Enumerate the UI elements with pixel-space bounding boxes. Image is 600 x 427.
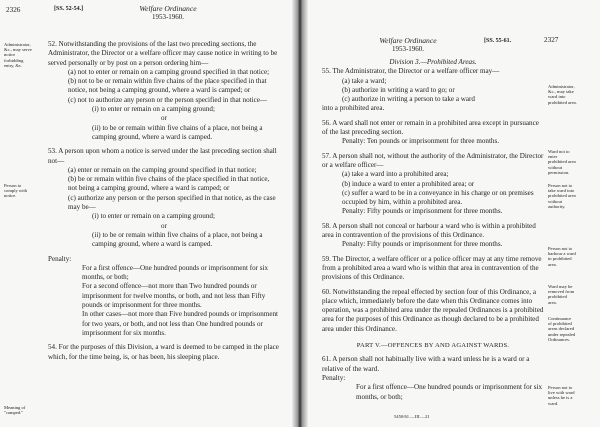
left-page-number: 2326: [6, 6, 21, 14]
left-section-ref: [SS. 52-54.]: [54, 6, 84, 12]
s55-b: (b) authorize in writing a ward to go; or: [342, 85, 455, 94]
s52-b: (b) not to be or remain within five chains of the place specified in that notice, not being a camping ground, where a ward is camped; or: [68, 77, 267, 95]
s53-c-ii: (ii) to be or remain within five chains of a place, not being a camping ground, where a ward is camped.: [92, 230, 263, 249]
s53-c: (c) authorize any person or the person specified in that notice, as the case may be—: [68, 193, 276, 212]
margin-note-54: Meaning of "camped.": [4, 405, 26, 416]
s52-c: (c) not to authorize any person or the person specified in that notice—: [68, 95, 267, 104]
s52-or: or: [161, 114, 167, 123]
s57-b: (b) induce a ward to enter a prohibited area; or: [342, 179, 475, 188]
s55-intro: 55. The Administrator, the Director or a welfare officer may—: [322, 67, 500, 76]
s52-c-i: (i) to enter or remain on a camping ground;: [92, 105, 215, 114]
s53-intro: 53. A person upon whom a notice is served under the last preceding section shall not—: [48, 147, 277, 165]
margin-note-53: Person to comply with notice.: [4, 183, 28, 199]
left-running-years: 1953-1960.: [151, 13, 185, 21]
s58-penalty: Penalty: Fifty pounds or imprisonment for three months.: [342, 240, 503, 249]
s58-text: 58. A person shall not conceal or harbour a ward who is within a prohibited area in contravention of the provisions of this Ordinance.: [322, 221, 536, 240]
s53-b: (b) be or remain within five chains of the place specified in that notice, not being a camping ground, where a ward is camped; or: [68, 175, 270, 193]
left-running-title: Welfare Ordinance: [139, 4, 197, 13]
s52-c-ii: (ii) to be or remain within five chains of a place, not being a camping ground, where a ward is camped.: [92, 123, 263, 141]
s61-penalty-1: For a first offence—One hundred pounds or imprisonment for six months, or both;: [356, 383, 543, 401]
s53-penalty-1: For a first offence—One hundred pounds or imprisonment for six months, or both;: [82, 263, 269, 282]
margin-note-60: Continuance of prohibited areas declared under repealed Ordinances.: [548, 316, 576, 342]
margin-note-59: Ward may be removed from prohibited area.: [548, 284, 575, 305]
s56-penalty: Penalty: Ten pounds or imprisonment for three months.: [342, 137, 499, 146]
right-body-text: [322, 58, 544, 402]
s52-intro: 52. Notwithstanding the provisions of the last two preceding sections, the Administrator, the Director or a welfare officer may cause notice in writing to be served personally or by post on a person ordering him—: [48, 40, 278, 67]
s54-text: 54. For the purposes of this Division, a ward is deemed to be camped in the place which, for the time being, is, or has been, his sleeping place.: [48, 343, 279, 361]
left-page: [0, 0, 292, 427]
margin-note-58: Person not to harbour a ward in prohibited area.: [548, 246, 576, 267]
margin-note-57: Person not to take ward into prohibited area without authority.: [548, 183, 576, 209]
s55-c: (c) authorize in writing a person to take a ward: [342, 95, 475, 104]
s52-a: (a) not to enter or remain on a camping ground specified in that notice;: [68, 67, 270, 76]
margin-note-61: Person not to live with ward unless he is a ward.: [548, 385, 575, 406]
s56-text: 56. A ward shall not enter or remain in a prohibited area except in pursuance of the last preceding section.: [322, 118, 539, 137]
part-v-heading: PART V.—OFFENCES BY AND AGAINST WARDS.: [356, 342, 510, 350]
s60-text: 60. Notwithstanding the repeal effected by section four of this Ordinance, a place which, immediately before the date when this Ordinance comes into operation, was a prohibited area under the repealed Ordinances is a prohibited area for the purposes of this Ordinance as though declared to be a prohibited area under this Ordinance.: [322, 287, 544, 333]
s53-c-i: (i) to enter or remain on a camping ground;: [92, 212, 215, 221]
s57-intro: 57. A person shall not, without the authority of the Administrator, the Director or a welfare officer—: [322, 151, 544, 169]
s53-penalty-label: Penalty:: [48, 254, 72, 263]
right-running-title: Welfare Ordinance: [379, 36, 437, 45]
margin-note-56: Ward not to enter prohibited area without permission.: [548, 149, 576, 175]
right-page-number: 2327: [544, 36, 559, 44]
s53-a: (a) enter or remain on the camping ground specified in that notice;: [68, 165, 257, 174]
s61-text: 61. A person shall not habitually live with a ward unless he is a ward or a relative of the ward.: [322, 355, 530, 373]
margin-note-55: Administrator, &c., may take ward into prohibited area.: [548, 84, 577, 105]
book-gutter: [292, 0, 308, 427]
s59-text: 59. The Director, a welfare officer or a police officer may at any time remove from a prohibited area a ward who is within that area in contravention of the provisions of this Ordinance.: [322, 254, 542, 282]
s61-penalty-label: Penalty:: [322, 373, 346, 382]
print-code: 5450/61.—III.—21: [394, 414, 430, 419]
division-heading: Division 3.—Prohibited Areas.: [389, 58, 477, 66]
right-page: [308, 0, 600, 427]
s55-a: (a) take a ward;: [342, 76, 387, 85]
right-running-years: 1953-1960.: [391, 45, 425, 53]
s55-tail: into a prohibited area.: [322, 104, 385, 113]
s57-penalty: Penalty: Fifty pounds or imprisonment for three months.: [342, 207, 503, 216]
right-section-ref: [SS. 55-61.: [484, 38, 512, 44]
s53-or: or: [161, 221, 167, 230]
margin-note-52: Administrator, &c., may serve notice forbidding entry, &c.: [4, 42, 32, 68]
left-body-text: [48, 40, 280, 362]
s53-penalty-2: For a second offence—not more than Two hundred pounds or imprisonment for twelve months, or both, and not less than Fifty pounds or imprisonment for three months.: [82, 282, 266, 310]
s57-c: (c) suffer a ward to be in a conveyance in his charge or on premises occupied by him, within a prohibited area.: [342, 188, 534, 207]
s53-penalty-3: In other cases—not more than Five hundred pounds or imprisonment for two years, or both, and not less than One hundred pounds or imprisonment for six months.: [82, 310, 279, 337]
s57-a: (a) take a ward into a prohibited area;: [342, 170, 449, 179]
